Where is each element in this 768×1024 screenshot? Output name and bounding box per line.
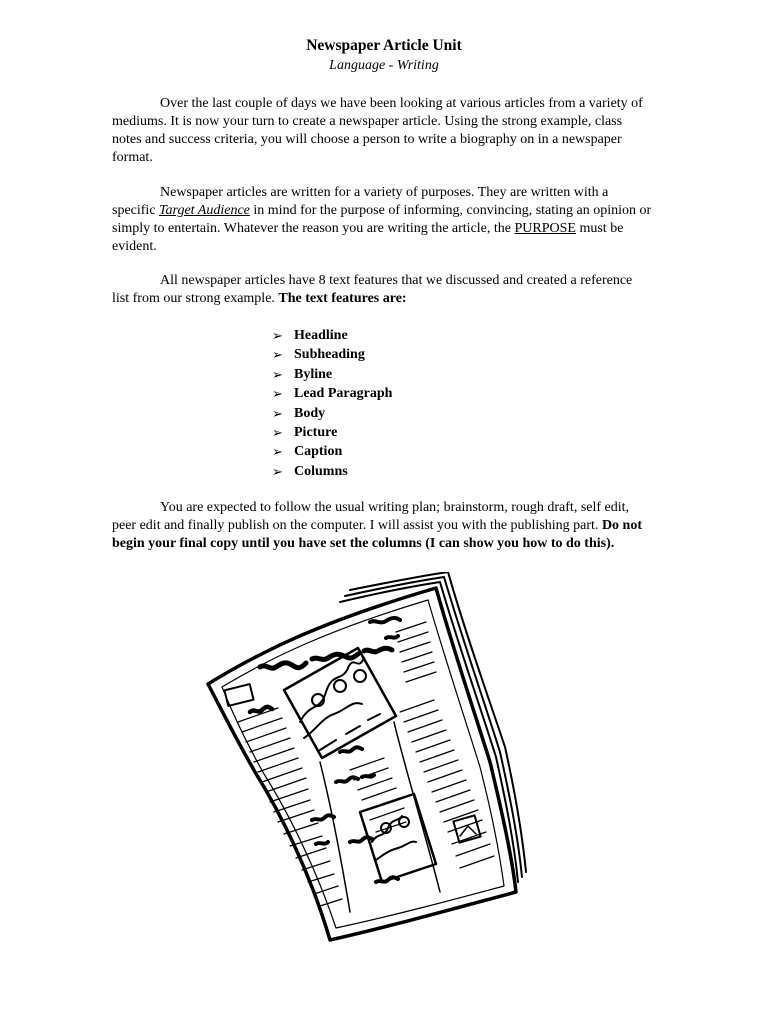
feature-label: Lead Paragraph — [294, 386, 393, 402]
arrow-bullet-icon: ➢ — [272, 328, 283, 343]
features-intro-text: All newspaper articles have 8 text features that we discussed and created a reference list from our strong example. — [112, 273, 633, 306]
purpose-text-before: Newspaper articles are written for a variety of purposes. They are written with a specific — [112, 185, 609, 218]
list-item — [272, 326, 392, 345]
feature-label: Picture — [294, 425, 338, 441]
instructions-bold: Do not begin your final copy until you have set the columns (I can show you how to do this). — [112, 518, 642, 551]
purpose-text-after: must be evident. — [112, 221, 624, 254]
list-item — [272, 365, 392, 384]
feature-label: Body — [294, 405, 326, 421]
purpose-paragraph — [112, 184, 652, 256]
feature-label: Byline — [294, 366, 333, 382]
arrow-bullet-icon: ➢ — [272, 386, 283, 402]
list-item — [272, 384, 392, 403]
target-audience-term: Target Audience — [159, 203, 250, 218]
text-features-list — [272, 326, 392, 481]
arrow-bullet-icon: ➢ — [272, 366, 283, 382]
feature-label: Headline — [294, 328, 348, 343]
features-intro-bold: The text features are: — [278, 291, 407, 306]
intro-paragraph — [112, 95, 652, 167]
features-intro-paragraph — [112, 272, 652, 308]
feature-label: Subheading — [294, 347, 365, 363]
feature-label: Columns — [294, 463, 348, 479]
list-item — [272, 345, 392, 364]
newspaper-clipart-icon — [200, 572, 530, 942]
list-item — [272, 462, 392, 481]
list-item — [272, 423, 392, 442]
feature-label: Caption — [294, 444, 343, 460]
instructions-paragraph — [112, 499, 652, 553]
document-subtitle: Language - Writing — [329, 58, 439, 73]
purpose-text-middle: in mind for the purpose of informing, convincing, stating an opinion or simply to entertain. Whatever the reason you are writing the article, the — [112, 203, 652, 236]
document-title: Newspaper Article Unit — [306, 37, 462, 54]
arrow-bullet-icon: ➢ — [272, 347, 283, 363]
instructions-text: You are expected to follow the usual writing plan; brainstorm, rough draft, self edit, peer edit and finally publish on the computer. I will assist you with the publishing part. — [112, 500, 630, 533]
arrow-bullet-icon: ➢ — [272, 444, 283, 460]
arrow-bullet-icon: ➢ — [272, 463, 283, 479]
arrow-bullet-icon: ➢ — [272, 425, 283, 441]
arrow-bullet-icon: ➢ — [272, 405, 283, 421]
purpose-term: PURPOSE — [514, 221, 576, 236]
list-item — [272, 404, 392, 423]
intro-text: Over the last couple of days we have been looking at various articles from a variety of mediums. It is now your turn to create a newspaper article. Using the strong example, class notes and success criteria, you will choose a person to write a biography on in a newspaper format. — [112, 96, 643, 165]
list-item — [272, 442, 392, 461]
